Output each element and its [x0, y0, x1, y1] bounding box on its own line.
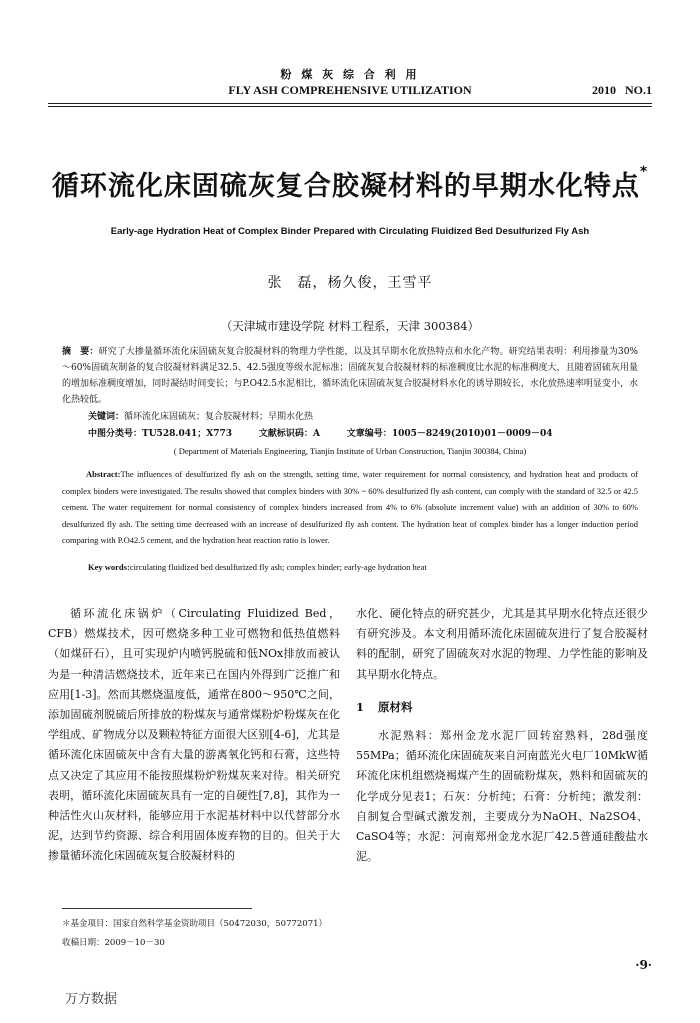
affiliation-en: ( Department of Materials Engineering, Tianjin Institute of Urban Construction, Tianjin 300384, China)	[173, 446, 527, 456]
classification-line	[88, 426, 648, 439]
journal-name-cn: 粉 煤 灰 综 合 利 用	[280, 68, 420, 81]
clc-number: 中图分类号：TU528.041；X773	[88, 429, 233, 439]
authors: 张 磊，杨久俊，王雪平	[267, 275, 433, 291]
keywords-en-text: circulating fluidized bed desulfurized fly ash; complex binder; early-age hydration heat	[129, 562, 427, 572]
paper-title-cn: 循环流化床固硫灰复合胶凝材料的早期水化特点*	[51, 164, 649, 202]
title-footnote-mark: *	[639, 164, 649, 180]
keywords-cn-label: 关键词：	[88, 412, 125, 422]
paper-title-en: Early-age Hydration Heat of Complex Binder Prepared with Circulating Fluidized Bed Desulfurized Fly Ash	[110, 226, 590, 237]
article-number: 文章编号：1005－8249(2010)01－0009－04	[346, 429, 553, 439]
body-column-left	[48, 604, 340, 867]
keywords-cn	[88, 409, 313, 422]
abstract-en	[62, 466, 638, 549]
keywords-en	[88, 562, 427, 572]
materials-paragraph: 水泥熟料：郑州金龙水泥厂回转窑熟料，28d强度55MPa；循环流化床固硫灰来自河南蓝光火电厂10MkW循环流化床机组燃烧褐煤产生的固硫粉煤灰，熟料和固硫灰的化学成分见表1；石灰：分析纯；石膏：分析纯；激发剂：自制复合型碱式激发剂，主要成分为NaOH、Na2SO4、CaSO4等；水泥：河南郑州金龙水泥厂42.5普通硅酸盐水泥。	[356, 729, 648, 864]
affiliation-cn: （天津城市建设学院 材料工程系，天津 300384）	[220, 319, 480, 333]
footnote-received: 收稿日期：2009－10－30	[62, 938, 165, 948]
abstract-en-text: The influences of desulfurized fly ash on the strength, setting time, water requirement for normal consistency, and hydration heat and products of complex binders were investigated. The results showed that complex binders with 30% ~ 60% desulfurized fly ash content, can comply with the standard of 32.5 or 42.5 cement. The water requirement for normal consistency of complex binders increased from 4% to 6% (absolute increment value) with an addition of 30% to 60% desulfurized fly ash. The setting time decreased with an increase of desulfurized fly ash content. The hydration heat of complex binder has a longer induction period comparing with P.O42.5 cement, and the hydration heat reaction ratio is lower.	[62, 469, 638, 545]
abstract-en-label: Abstract:	[86, 469, 121, 479]
body-column-right	[356, 604, 648, 867]
header-rule-top	[48, 103, 652, 104]
journal-name-en: FLY ASH COMPREHENSIVE UTILIZATION	[228, 83, 472, 97]
section-heading-materials: 1 原材料	[356, 699, 413, 714]
abstract-cn-label: 摘 要：	[62, 347, 99, 357]
intro-paragraph: 循环流化床锅炉（Circulating Fluidized Bed，CFB）燃煤技术，因可燃烧多种工业可燃物和低热值燃料（如煤矸石），且可实现炉内喷钙脱硫和低NOx排放而被认为是一种清洁燃烧技术，近年来已在国内外得到广泛推广和应用[1-3]。然而其燃烧温度低，通常在800～950℃之间，添加固硫剂脱硫后所排放的粉煤灰与通常煤粉炉粉煤灰在化学组成、矿物成分以及颗粒特征方面很大区别[4-6]，尤其是循环流化床固硫灰中含有大量的游离氧化钙和石膏，这些特点又决定了其应用不能按照煤粉炉粉煤灰来对待。相关研究表明，循环流化床固硫灰具有一定的自硬性[7,8]，其作为一种活性火山灰材料，能够应用于水泥基材料中以代替部分水泥，达到节约资源、综合利用固体废弃物的目的。但关于大掺量循环流化床固硫灰复合胶凝材料的	[48, 607, 340, 863]
database-watermark: 万方数据	[65, 992, 118, 1007]
keywords-en-label: Key words:	[88, 562, 130, 572]
page-number: ·9·	[635, 958, 652, 972]
header-rule-bottom	[48, 106, 652, 107]
abstract-cn	[62, 344, 638, 408]
issue-number: 2010 NO.1	[592, 83, 652, 97]
keywords-cn-text: 循环流化床固硫灰；复合胶凝材料；早期水化热	[124, 412, 314, 422]
abstract-cn-text: 研究了大掺量循环流化床固硫灰复合胶凝材料的物理力学性能，以及其早期水化放热特点和水化产物。研究结果表明：利用掺量为30%～60%固硫灰制备的复合胶凝材料满足32.5、42.5强度等级水泥标准；固硫灰复合胶凝材料的标准稠度比水泥的标准稠度大，且随着固硫灰用量的增加标准稠度增加，同时凝结时间变长；与P.O42.5水泥相比，循环流化床固硫灰复合胶凝材料水化的诱导期较长，水化放热速率明显变小，水化热较低。	[62, 347, 638, 405]
footnote-rule	[62, 908, 252, 909]
intro-paragraph-continued: 水化、硬化特点的研究甚少，尤其是其早期水化特点还很少有研究涉及。本文利用循环流化床固硫灰进行了复合胶凝材料的配制，研究了固硫灰对水泥的物理、力学性能的影响及其早期水化特点。	[356, 607, 648, 681]
footnote-fund: ＊基金项目：国家自然科学基金资助项目（50472030，50772071）	[62, 919, 328, 929]
document-code: 文献标识码：A	[258, 429, 320, 439]
